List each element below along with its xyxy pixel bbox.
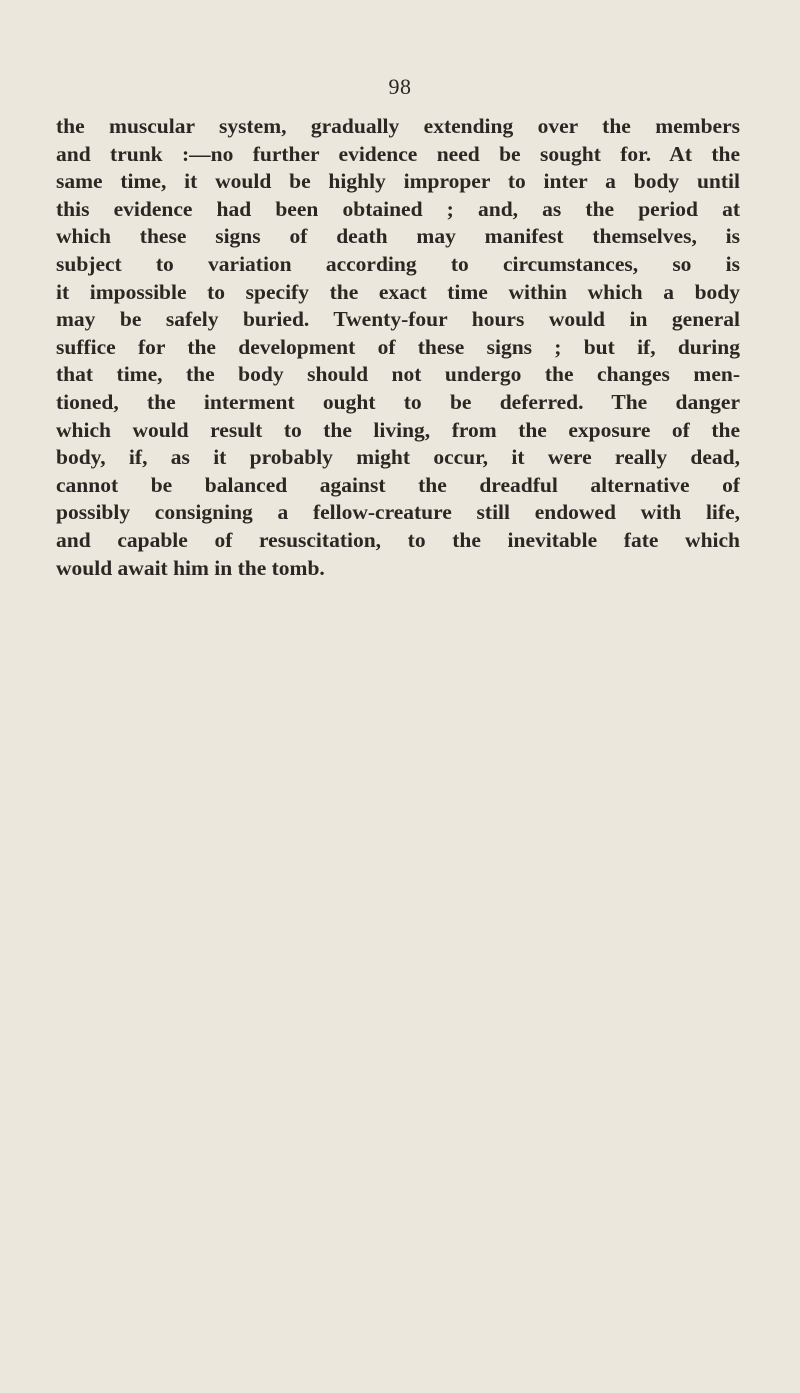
text-line: and trunk :—no further evidence need be sought for. At the xyxy=(56,141,740,166)
text-line: it impossible to specify the exact time within which a body xyxy=(56,279,740,304)
body-text xyxy=(56,113,740,582)
text-line: same time, it would be highly improper to inter a body until xyxy=(56,169,740,194)
text-line: may be safely buried. Twenty-four hours would in general xyxy=(56,307,740,332)
text-line: this evidence had been obtained ; and, as the period at xyxy=(56,196,740,221)
text-line: subject to variation according to circumstances, so is xyxy=(56,251,740,276)
text-line: and capable of resuscitation, to the inevitable fate which xyxy=(56,527,740,552)
text-line: possibly consigning a fellow-creature still endowed with life, xyxy=(56,500,740,525)
text-line: suffice for the development of these signs ; but if, during xyxy=(56,334,740,359)
text-line: that time, the body should not undergo the changes men- xyxy=(56,362,740,387)
text-line: the muscular system, gradually extending over the members xyxy=(56,114,740,138)
text-line: which would result to the living, from the exposure of the xyxy=(56,417,740,442)
text-line: would await him in the tomb. xyxy=(56,555,325,580)
text-line: which these signs of death may manifest themselves, is xyxy=(56,224,740,249)
page-number: 98 xyxy=(388,74,412,99)
text-line: tioned, the interment ought to be deferred. The danger xyxy=(56,389,740,414)
text-line: body, if, as it probably might occur, it were really dead, xyxy=(56,445,740,470)
text-line: cannot be balanced against the dreadful alternative of xyxy=(56,472,740,497)
